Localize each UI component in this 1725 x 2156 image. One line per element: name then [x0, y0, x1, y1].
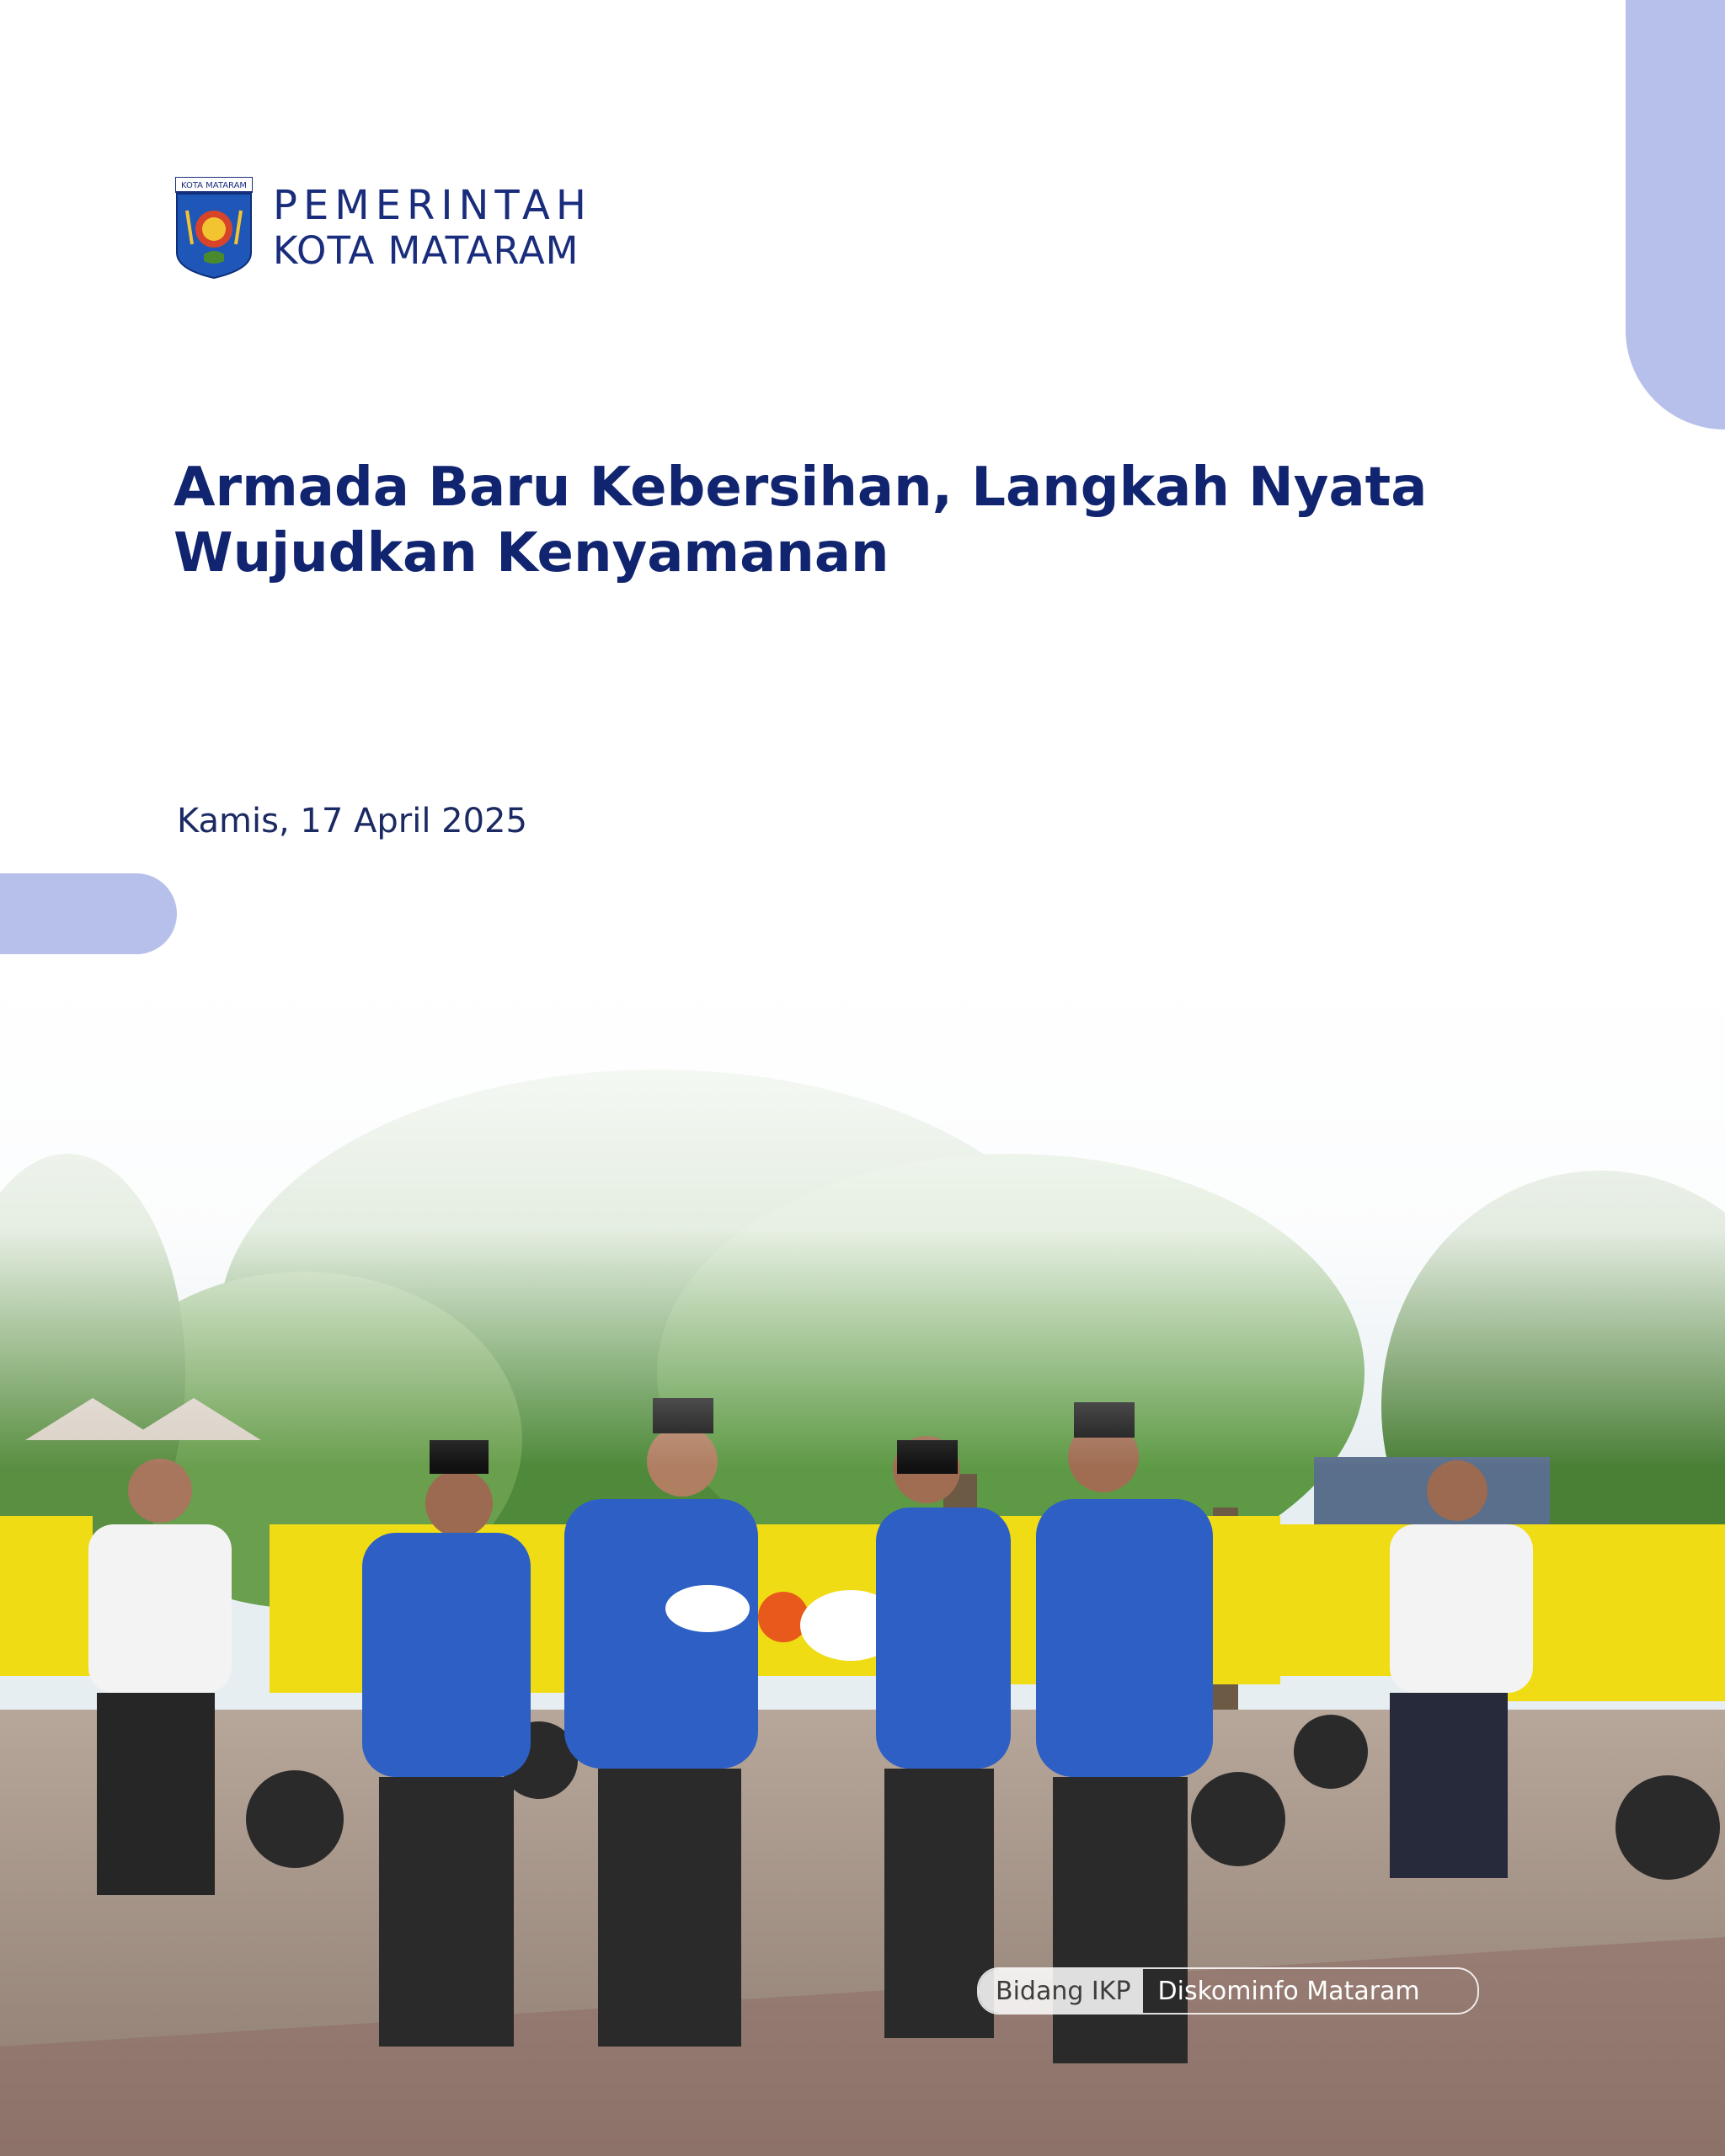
headline — [174, 455, 1622, 586]
government-logo — [175, 177, 592, 280]
credit-agency: Diskominfo Mataram — [1157, 1976, 1420, 2006]
headline-line-1: Armada Baru Kebersihan, Langkah Nyata — [174, 456, 1428, 519]
city-crest-icon — [175, 177, 253, 280]
publication-date: Kamis, 17 April 2025 — [177, 802, 527, 841]
organization-name — [273, 183, 592, 274]
headline-line-2: Wujudkan Kenyamanan — [174, 522, 889, 584]
svg-text:KOTA MATARAM: KOTA MATARAM — [180, 181, 248, 190]
corner-decoration — [1626, 0, 1725, 430]
photo-credit-badge — [977, 1967, 1479, 2015]
org-line-1: PEMERINTAH — [273, 182, 592, 229]
credit-division: Bidang IKP — [979, 1969, 1143, 2013]
org-line-2: KOTA MATARAM — [273, 228, 579, 273]
side-pill-decoration — [0, 873, 177, 954]
